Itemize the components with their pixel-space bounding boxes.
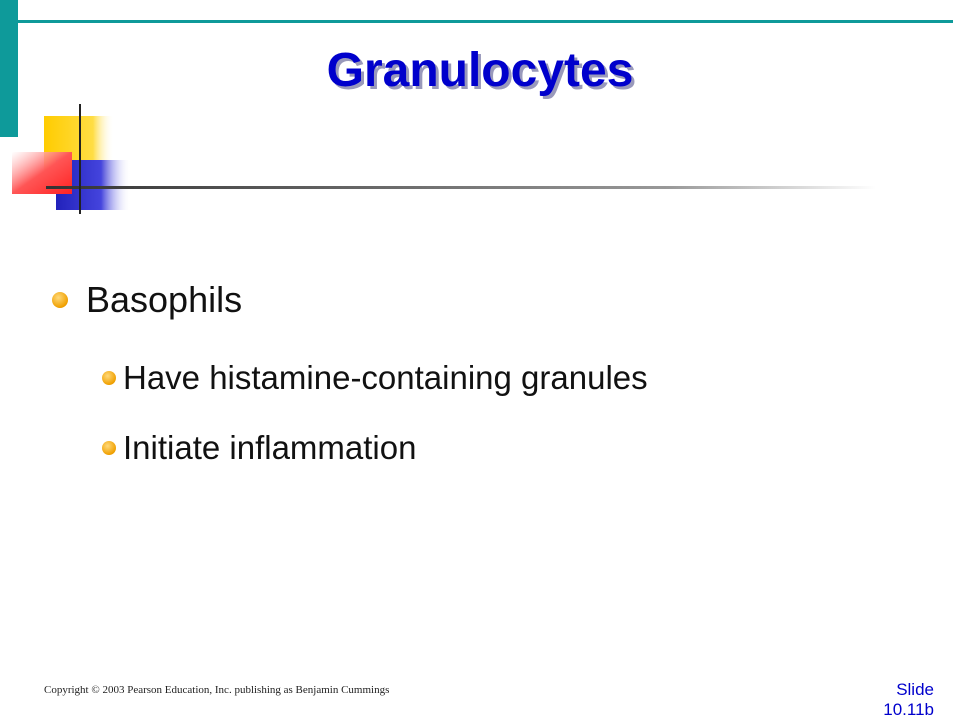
horizontal-rule bbox=[46, 186, 876, 189]
subbullet-dot bbox=[102, 371, 116, 385]
copyright-notice: Copyright © 2003 Pearson Education, Inc. publishing as Benjamin Cummings bbox=[44, 684, 390, 696]
decorative-squares bbox=[0, 0, 960, 230]
subbullet-text: Initiate inflammation bbox=[123, 429, 417, 466]
subbullet-histamine bbox=[102, 358, 648, 398]
subbullet-text: Have histamine-containing granules bbox=[123, 359, 648, 396]
slide-label: Slide bbox=[896, 680, 934, 699]
subbullet-dot bbox=[102, 441, 116, 455]
slide-title: Granulocytes bbox=[326, 44, 634, 97]
bullet-text: Basophils bbox=[86, 279, 243, 320]
vertical-rule bbox=[79, 104, 81, 214]
subbullet-inflammation bbox=[102, 428, 416, 468]
slide-number: 10.11b bbox=[883, 700, 934, 719]
bullet-basophils bbox=[52, 278, 242, 322]
bullet-dot bbox=[52, 292, 68, 308]
